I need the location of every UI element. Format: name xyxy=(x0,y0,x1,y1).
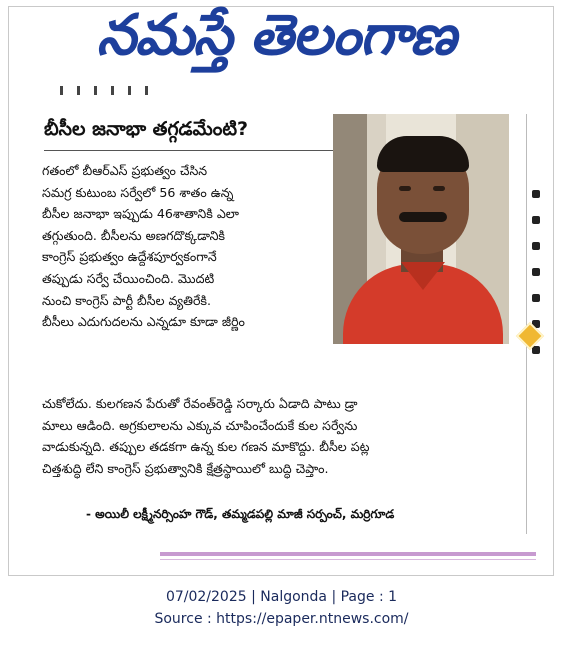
bottom-rule-thin xyxy=(160,559,536,560)
clipping-date-edition: 07/02/2025 | Nalgonda | Page : 1 xyxy=(165,589,398,605)
body-line: బీసీలు ఎదుగుదలను ఎన్నడూ కూడా జీర్ణిం xyxy=(42,314,245,330)
cut-off-text-strip xyxy=(60,86,190,96)
body-line: తప్పుడు సర్వే చేయించింది. మొదటి xyxy=(42,270,215,286)
body-line: తగ్గుతుంది. బీసీలను అణగదొక్కడానికి xyxy=(42,227,225,243)
article-byline: - అయిలీ లక్ష్మీనర్సింహ గౌడ్, తమ్మడపల్లి మాజీ సర్పంచ్, మర్రిగూడ xyxy=(86,507,395,521)
body-line: బీసీల జనాభా ఇప్పుడు 46శాతానికి ఎలా xyxy=(42,206,239,222)
masthead-title: నమస్తే తెలంగాణ xyxy=(96,2,456,68)
body-line: వాడుకున్నది. తప్పుల తడకగా ఉన్న కుల గణన మాకొద్దు. బీసీల పట్ల xyxy=(42,439,370,455)
body-line: నుంచి కాంగ్రెస్ పార్టీ బీసీల వ్యతిరేకి. xyxy=(42,292,211,308)
article-headline: బీసీల జనాభా తగ్గడమేంటి? xyxy=(44,118,249,140)
clipping-source: Source : https://epaper.ntnews.com/ xyxy=(154,611,409,627)
body-line: గతంలో బీఆర్ఎస్ ప్రభుత్వం చేసిన xyxy=(42,163,208,178)
body-line: మాలు ఆడింది. అగ్రకులాలను ఎక్కువ చూపించేందుకే కుల సర్వేను xyxy=(42,417,358,433)
newspaper-masthead xyxy=(66,4,486,80)
article-body-narrow xyxy=(42,160,338,333)
body-line: సమగ్ర కుటుంబ సర్వేలో 56 శాతం ఉన్న xyxy=(42,184,234,200)
body-line: చిత్తశుద్ధి లేని కాంగ్రెస్ ప్రభుత్వానికి క్షేత్రస్థాయిలో బుద్ధి చెప్తాం. xyxy=(42,460,329,476)
body-line: కాంగ్రెస్ ప్రభుత్వం ఉద్దేశపూర్వకంగానే xyxy=(42,249,217,265)
portrait-photo xyxy=(333,114,509,344)
bottom-rule xyxy=(160,552,536,556)
article-body-wide xyxy=(42,393,524,479)
headline-rule xyxy=(44,150,340,151)
body-line: చుకోలేదు. కులగణన పేరుతో రేవంత్‌రెడ్డి సర్కారు ఏడాది పాటు డ్రా xyxy=(42,396,358,411)
